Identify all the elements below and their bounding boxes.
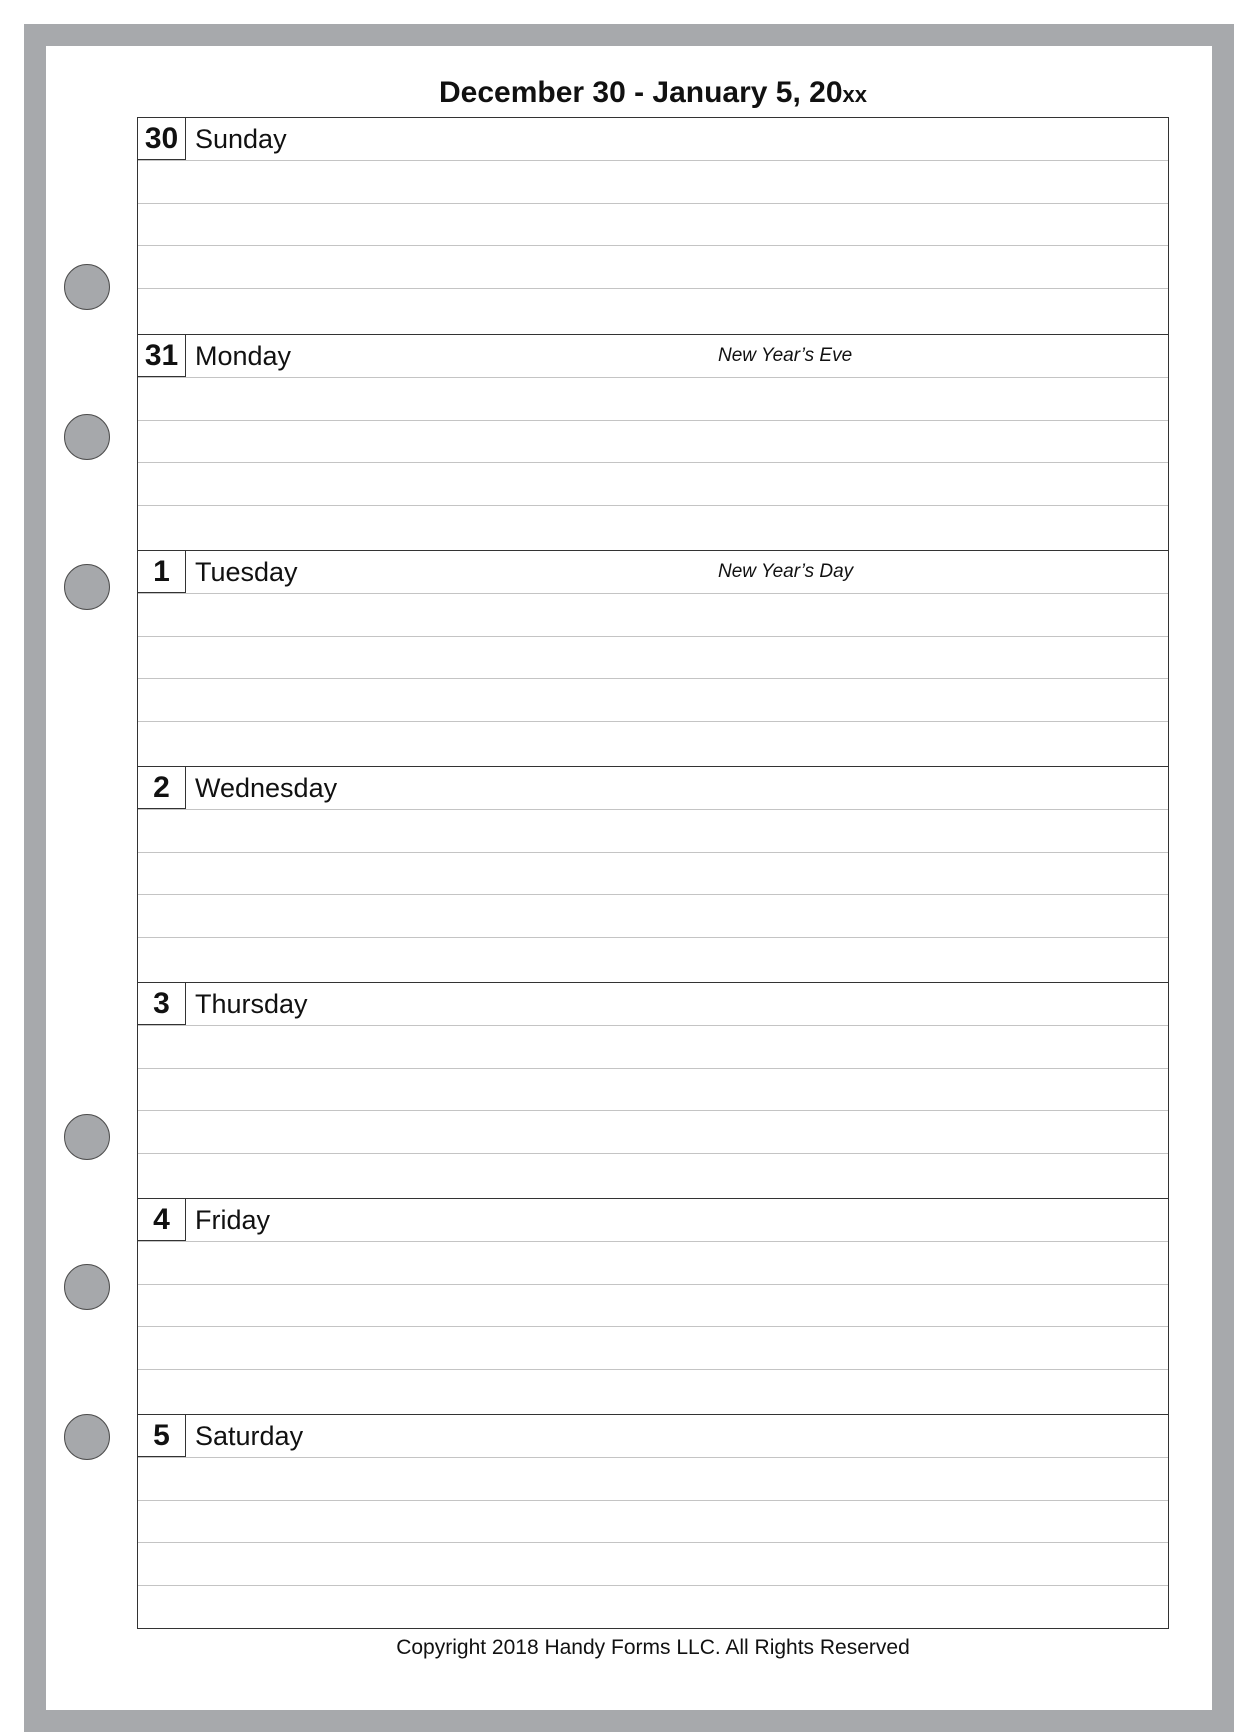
writing-line	[138, 420, 1168, 421]
day-name: Thursday	[195, 989, 308, 1019]
day-name: Monday	[195, 341, 292, 371]
writing-line	[138, 1284, 1168, 1285]
title-year-suffix: xx	[842, 82, 868, 107]
writing-line	[138, 1585, 1168, 1586]
day-block-tuesday	[138, 550, 1168, 766]
writing-line	[138, 894, 1168, 895]
day-block-sunday	[138, 118, 1168, 334]
writing-line	[138, 636, 1168, 637]
day-name: Friday	[195, 1205, 271, 1235]
writing-line	[138, 721, 1168, 722]
day-number: 2	[138, 767, 186, 809]
binder-hole	[64, 264, 110, 310]
writing-line	[138, 937, 1168, 938]
writing-line	[138, 462, 1168, 463]
day-block-saturday	[138, 1414, 1168, 1630]
writing-line	[138, 1542, 1168, 1543]
writing-line	[138, 1326, 1168, 1327]
writing-line	[138, 160, 1168, 161]
day-name: Sunday	[195, 124, 287, 154]
binder-hole	[64, 1414, 110, 1460]
writing-line	[138, 1153, 1168, 1154]
day-number: 31	[138, 335, 186, 377]
writing-line	[138, 203, 1168, 204]
day-block-thursday	[138, 982, 1168, 1198]
holiday-note: New Year’s Eve	[718, 345, 853, 366]
title-text: December 30 - January 5, 20	[438, 76, 843, 109]
writing-line	[138, 1068, 1168, 1069]
binder-hole	[64, 1114, 110, 1160]
binder-hole	[64, 564, 110, 610]
writing-line	[138, 1110, 1168, 1111]
day-block-monday	[138, 334, 1168, 550]
writing-line	[138, 288, 1168, 289]
week-grid	[137, 117, 1169, 1629]
holiday-note: New Year’s Day	[718, 561, 854, 582]
writing-line	[138, 505, 1168, 506]
binder-hole	[64, 1264, 110, 1310]
day-name: Saturday	[195, 1421, 304, 1451]
day-block-wednesday	[138, 766, 1168, 982]
binder-hole	[64, 414, 110, 460]
day-number: 30	[138, 118, 186, 160]
writing-line	[138, 1369, 1168, 1370]
day-number: 3	[138, 983, 186, 1025]
day-number: 5	[138, 1415, 186, 1457]
day-name: Wednesday	[195, 773, 338, 803]
day-number: 1	[138, 551, 186, 593]
writing-line	[138, 852, 1168, 853]
writing-line	[138, 678, 1168, 679]
writing-line	[138, 593, 1168, 594]
day-block-friday	[138, 1198, 1168, 1414]
writing-line	[138, 377, 1168, 378]
writing-line	[138, 1500, 1168, 1501]
page-title	[137, 76, 1169, 110]
writing-line	[138, 1241, 1168, 1242]
writing-line	[138, 809, 1168, 810]
writing-line	[138, 1025, 1168, 1026]
writing-line	[138, 1457, 1168, 1458]
copyright-footer: Copyright 2018 Handy Forms LLC. All Rights Reserved	[396, 1636, 910, 1659]
day-name: Tuesday	[195, 557, 298, 587]
writing-line	[138, 245, 1168, 246]
day-number: 4	[138, 1199, 186, 1241]
